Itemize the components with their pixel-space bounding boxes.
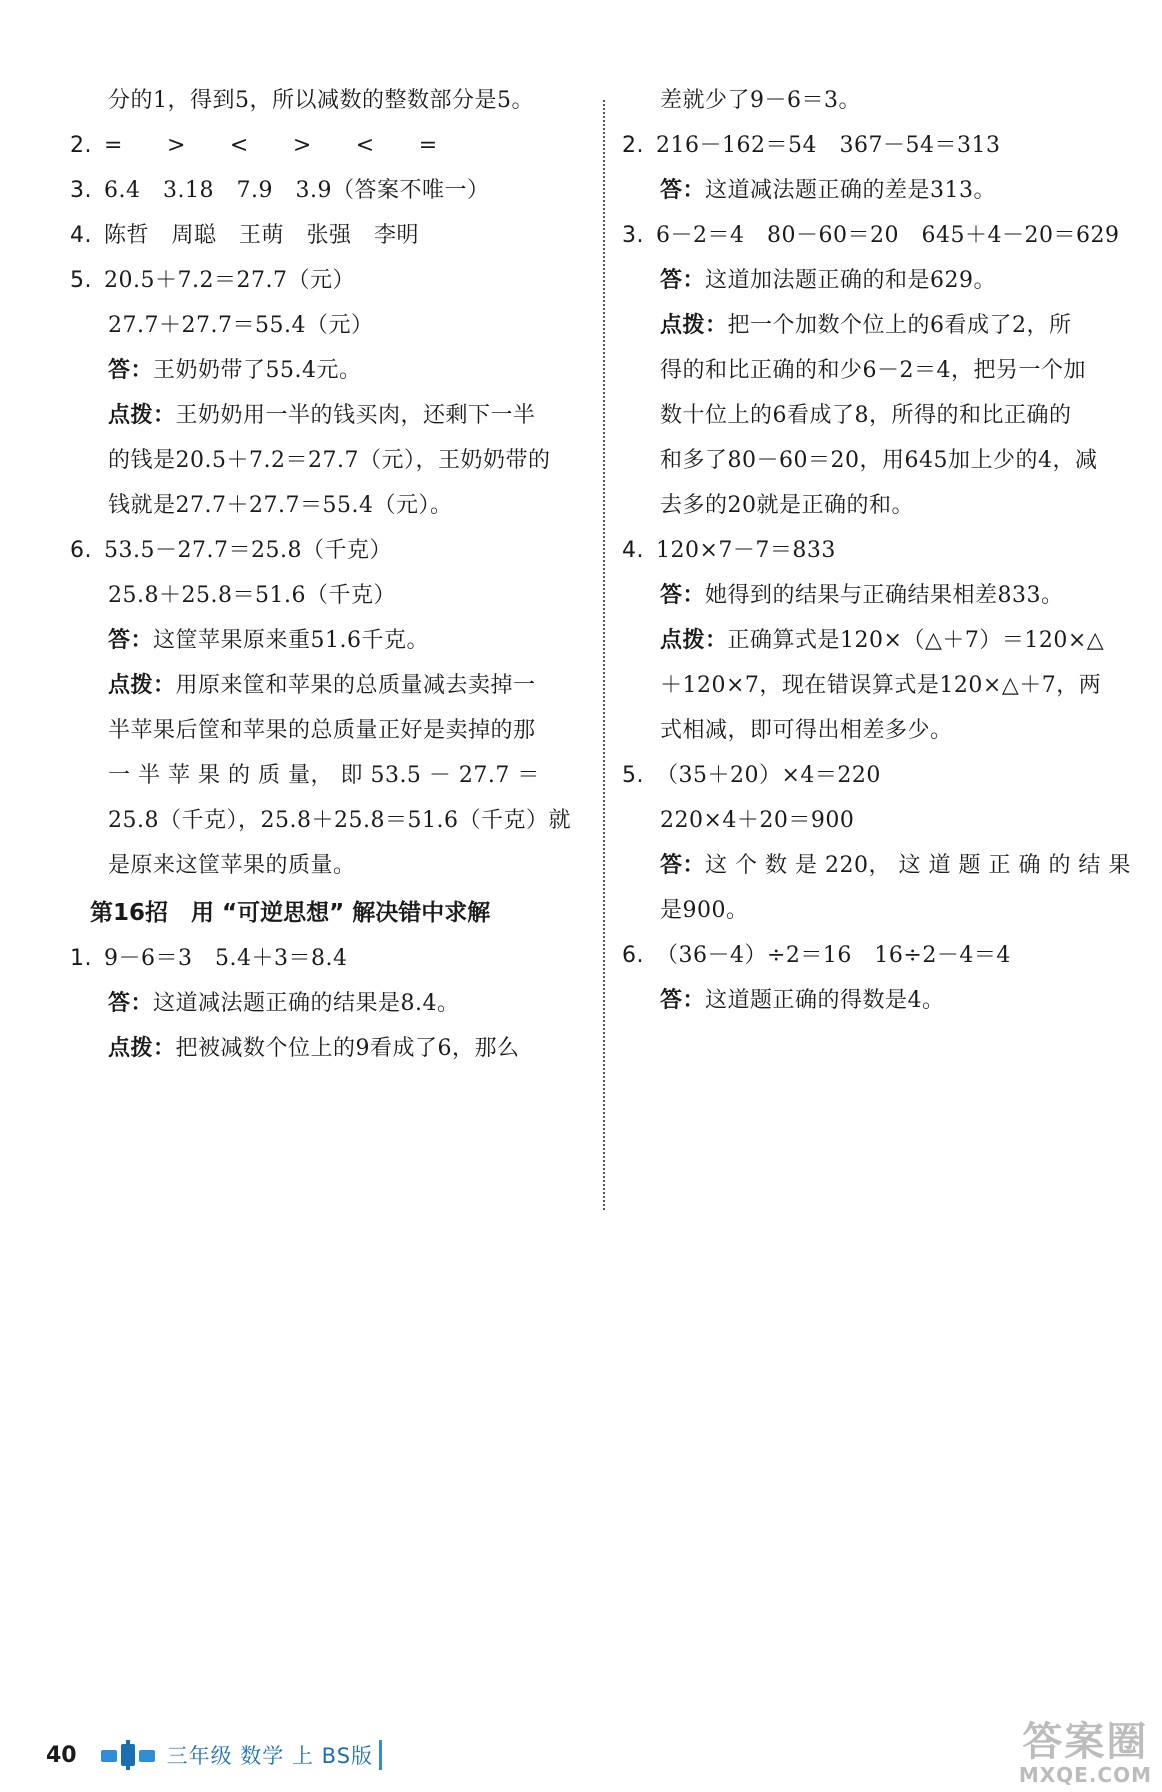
equation: 6－2＝4 80－60＝20 645＋4－20＝629 xyxy=(656,223,1120,248)
tip-line xyxy=(108,1034,520,1064)
tip-text: 式相减，即可得出相差多少。 xyxy=(660,718,953,743)
comparison-symbol: < xyxy=(229,133,249,158)
answer-text: 这筐苹果原来重51.6千克。 xyxy=(153,628,430,653)
watermark-title: 答案圈 xyxy=(1022,1719,1149,1765)
question-number: 2. xyxy=(70,133,92,158)
tip-text: 25.8（千克），25.8＋25.8＝51.6（千克）就 xyxy=(108,808,571,833)
question-5 xyxy=(70,266,355,296)
comparison-symbol: > xyxy=(292,133,312,158)
tip-text: 是原来这筐苹果的质量。 xyxy=(108,853,356,878)
tip-label: 点拨： xyxy=(660,313,728,338)
answer-text: 王奶奶带了55.4元。 xyxy=(153,358,362,383)
comparison-symbol: = xyxy=(104,133,123,158)
question-number: 4. xyxy=(70,223,92,248)
answer-line xyxy=(660,986,945,1016)
tip-text: 把一个加数个位上的6看成了2，所 xyxy=(727,313,1072,338)
question-6 xyxy=(622,941,1011,971)
equation: 120×7－7＝833 xyxy=(656,538,836,563)
answer-text: 这道加法题正确的和是629。 xyxy=(705,268,997,293)
question-4 xyxy=(70,221,419,251)
watermark xyxy=(1019,1720,1152,1786)
tip-text: 钱就是27.7＋27.7＝55.4（元）。 xyxy=(108,493,453,518)
question-number: 5. xyxy=(622,763,644,788)
footer-bar xyxy=(379,1740,382,1770)
tip-line xyxy=(660,311,1072,341)
tip-label: 点拨： xyxy=(108,1036,176,1061)
answer-label: 答： xyxy=(108,991,154,1016)
equation: 53.5－27.7＝25.8（千克） xyxy=(104,538,392,563)
answer-line xyxy=(108,989,460,1019)
book-title: 三年级 数学 上 BS版 xyxy=(166,1744,374,1768)
equation: （35＋20）×4＝220 xyxy=(656,763,881,788)
question-2 xyxy=(70,131,438,161)
answer-line xyxy=(660,176,996,206)
question-5 xyxy=(622,761,881,791)
tip-label: 点拨： xyxy=(108,403,176,428)
answer-label: 答： xyxy=(660,988,706,1013)
tip-text: 和多了80－60＝20，用645加上少的4，减 xyxy=(660,448,1098,473)
brand-logo-icon xyxy=(99,1740,157,1770)
column-divider xyxy=(603,100,605,1210)
tip-text: 数十位上的6看成了8，所得的和比正确的 xyxy=(660,403,1072,428)
question-number: 1. xyxy=(70,946,92,971)
tip-line xyxy=(108,401,536,431)
question-number: 6. xyxy=(70,538,92,563)
section-question-1 xyxy=(70,944,347,974)
question-3 xyxy=(70,176,489,206)
answer-text: 6.4 3.18 7.9 3.9（答案不唯一） xyxy=(104,178,490,203)
answer-line xyxy=(108,356,362,386)
continued-line: 差就少了9－6＝3。 xyxy=(660,88,861,113)
question-number: 4. xyxy=(622,538,644,563)
answer-text: 陈哲 周聪 王萌 张强 李明 xyxy=(104,223,420,248)
watermark-url: MXQE.COM xyxy=(1018,1763,1152,1787)
equation: （36－4）÷2＝16 16÷2－4＝4 xyxy=(656,943,1011,968)
equation: 9－6＝3 5.4＋3＝8.4 xyxy=(104,946,348,971)
answer-text: 这道减法题正确的差是313。 xyxy=(705,178,997,203)
answer-text: 是900。 xyxy=(660,898,749,923)
equation: 20.5＋7.2＝27.7（元） xyxy=(104,268,355,293)
answer-line xyxy=(660,266,996,296)
question-number: 2. xyxy=(622,133,644,158)
tip-text: 的钱是20.5＋7.2＝27.7（元），王奶奶带的 xyxy=(108,448,551,473)
answer-label: 答： xyxy=(108,358,154,383)
answer-text: 这道减法题正确的结果是8.4。 xyxy=(153,991,460,1016)
question-number: 3. xyxy=(70,178,92,203)
page-number: 40 xyxy=(46,1742,77,1768)
tip-line xyxy=(108,671,536,701)
comparison-symbol: = xyxy=(418,133,438,158)
equation: 27.7＋27.7＝55.4（元） xyxy=(108,313,374,338)
answer-line xyxy=(660,581,1064,611)
tip-text: 半苹果后筐和苹果的总质量正好是卖掉的那 xyxy=(108,718,536,743)
equation: 216－162＝54 367－54＝313 xyxy=(656,133,1001,158)
tip-text: 得的和比正确的和少6－2＝4，把另一个加 xyxy=(660,358,1086,383)
answer-line xyxy=(108,626,429,656)
answer-text: 这道题正确的得数是4。 xyxy=(705,988,945,1013)
tip-label: 点拨： xyxy=(108,673,176,698)
tip-text: 用原来筐和苹果的总质量减去卖掉一 xyxy=(175,673,536,698)
section-heading: 第16招 用 “可逆思想” 解决错中求解 xyxy=(90,900,491,926)
answer-line xyxy=(660,851,1131,881)
equation: 220×4＋20＝900 xyxy=(660,808,855,833)
question-number: 6. xyxy=(622,943,644,968)
tip-text: ＋120×7，现在错误算式是120×△＋7，两 xyxy=(660,673,1102,698)
tip-text: 去多的20就是正确的和。 xyxy=(660,493,914,518)
comparison-symbol: < xyxy=(355,133,375,158)
tip-text: 王奶奶用一半的钱买肉，还剩下一半 xyxy=(175,403,536,428)
question-2 xyxy=(622,131,1000,161)
answer-label: 答： xyxy=(660,583,706,608)
question-4 xyxy=(622,536,836,566)
answer-label: 答： xyxy=(108,628,154,653)
answer-label: 答： xyxy=(660,268,706,293)
page-footer xyxy=(46,1735,382,1775)
tip-text: 正确算式是120×（△＋7）＝120×△ xyxy=(727,628,1105,653)
question-3 xyxy=(622,221,1119,251)
question-6 xyxy=(70,536,392,566)
tip-line xyxy=(660,626,1104,656)
answer-label: 答： xyxy=(660,178,706,203)
question-number: 3. xyxy=(622,223,644,248)
question-number: 5. xyxy=(70,268,92,293)
comparison-symbol: > xyxy=(166,133,186,158)
tip-text: 把被减数个位上的9看成了6，那么 xyxy=(175,1036,520,1061)
equation: 25.8＋25.8＝51.6（千克） xyxy=(108,583,396,608)
answer-label: 答： xyxy=(660,853,706,878)
answer-text: 她得到的结果与正确结果相差833。 xyxy=(705,583,1064,608)
tip-label: 点拨： xyxy=(660,628,728,653)
continued-line: 分的1，得到5，所以减数的整数部分是5。 xyxy=(108,88,534,113)
answer-text: 这 个 数 是 220， 这 道 题 正 确 的 结 果 xyxy=(705,853,1131,878)
tip-text: 一 半 苹 果 的 质 量， 即 53.5 － 27.7 ＝ xyxy=(108,763,540,788)
